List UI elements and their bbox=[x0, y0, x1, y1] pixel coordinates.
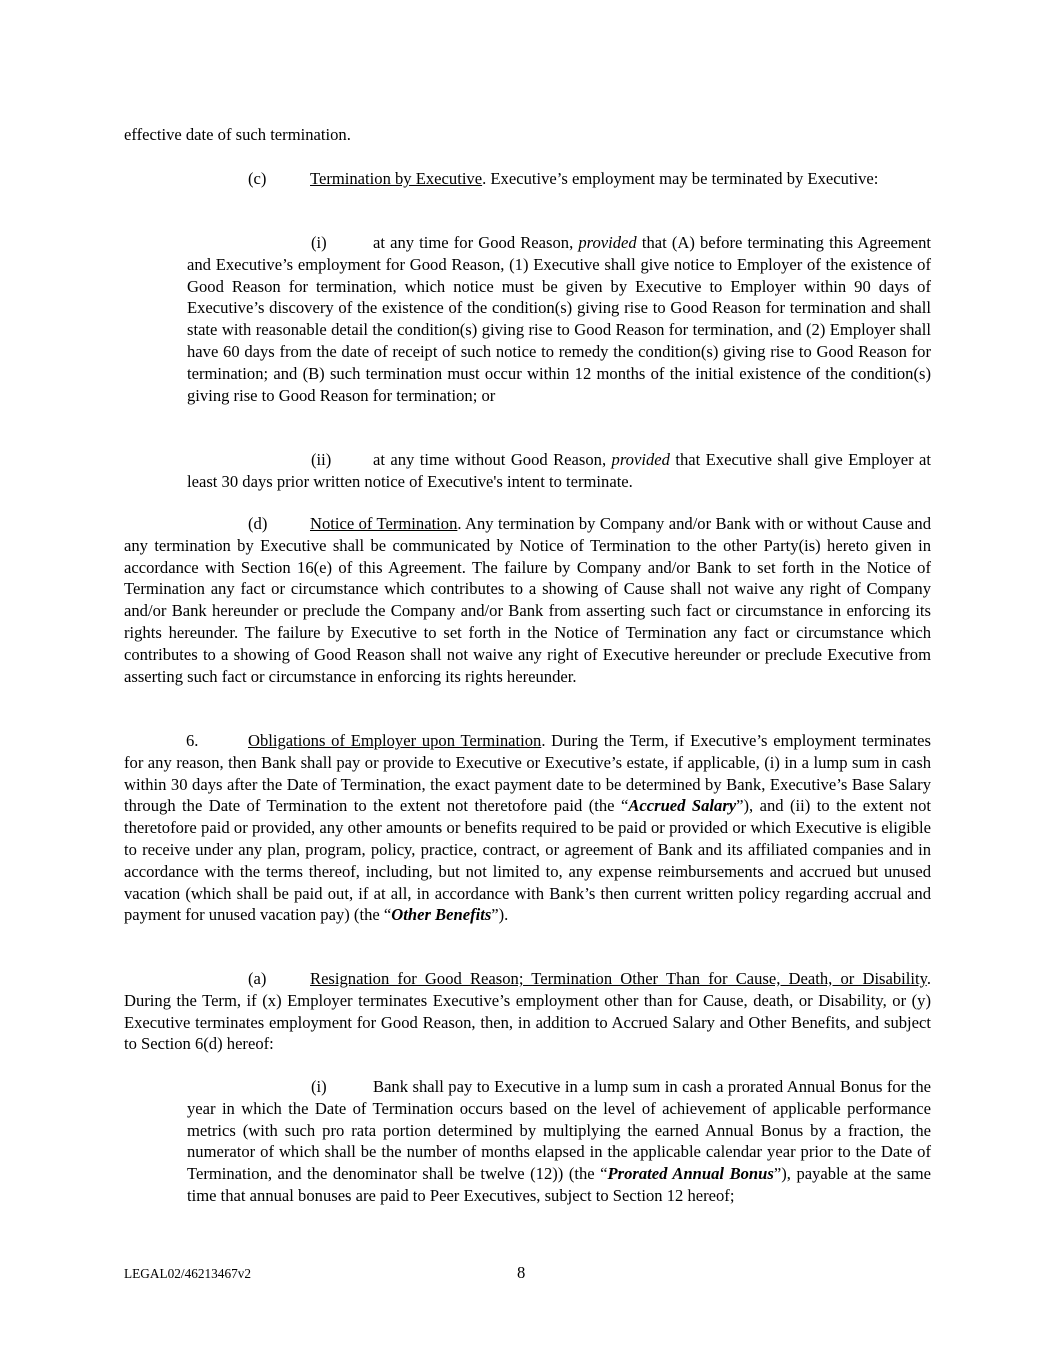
paragraph-c-ii: (ii) at any time without Good Reason, provided that Executive shall give Employer at least 30 days prior written notice of Executive's intent to terminate. bbox=[187, 450, 931, 491]
defined-term-other-benefits: Other Benefits bbox=[391, 905, 492, 925]
footer-page-number: 8 bbox=[517, 1263, 526, 1282]
paragraph-d bbox=[124, 513, 931, 687]
section-label-6: 6. bbox=[186, 731, 199, 750]
defined-term-accrued-salary: Accrued Salary bbox=[628, 796, 737, 816]
paragraph-intro bbox=[124, 124, 931, 146]
clause-label-c-ii: (ii) bbox=[311, 450, 332, 469]
defined-term-prorated-annual-bonus: Prorated Annual Bonus bbox=[607, 1164, 774, 1184]
section-label-c: (c) bbox=[248, 169, 267, 188]
section-text-c: . Executive’s employment may be terminated by Executive: bbox=[482, 169, 879, 188]
section-text-d: . Any termination by Company and/or Bank with or without Cause and any termination by Executive shall be communicated by Notice of Termination to the other Party(is) hereto given in accordance with Section 16(e) of this Agreement. The failure by Company and/or Bank to set forth in the Notice of Termination any fact or circumstance which contributes to a showing of Cause shall not waive any right of Company and/or Bank hereunder or preclude the Company and/or Bank from asserting such fact or circumstance in enforcing its rights hereunder. The failure by Executive to set forth in the Notice of Termination any fact or circumstance which contributes to a showing of Good Reason shall not waive any right of Executive hereunder or preclude Executive from asserting such fact or circumstance in enforcing its rights hereunder. bbox=[124, 514, 931, 686]
footer-document-id: LEGAL02/46213467v2 bbox=[124, 1266, 252, 1281]
clause-label-c-i: (i) bbox=[311, 233, 327, 252]
intro-text: effective date of such termination. bbox=[124, 125, 351, 144]
section-heading-c: Termination by Executive bbox=[310, 169, 483, 188]
section-label-a: (a) bbox=[248, 969, 267, 988]
section-heading-d: Notice of Termination bbox=[310, 514, 458, 533]
paragraph-c bbox=[124, 168, 931, 190]
clause-label-a-i: (i) bbox=[311, 1077, 327, 1096]
section-heading-a: Resignation for Good Reason; Termination Other Than for Cause, Death, or Disability bbox=[310, 969, 927, 988]
section-text-a: . During the Term, if (x) Employer terminates Executive’s employment other than for Cause, death, or Disability, or (y) Executive terminates employment for Good Reason, then, in addition to Accrued Salary and Other Benefits, and subject to Section 6(d) hereof: bbox=[124, 969, 931, 1054]
paragraph-6: 6. Obligations of Employer upon Termination. During the Term, if Executive’s employment terminates for any reason, then Bank shall pay or provide to Executive or Executive’s estate, if applicable, (i) in a lump sum in cash within 30 days after the Date of Termination, the exact payment date to be determined by Bank, Executive’s Base Salary through the Date of Termination to the extent not theretofore paid (the “Accrued Salary”), and (ii) to the extent not theretofore paid or provided, any other amounts or benefits required to be paid or provided or which Executive is eligible to receive under any plan, program, policy, practice, contract, or agreement of Bank and its affiliated companies and in accordance with the terms thereof, including, but not limited to, any expense reimbursements and accrued but unused vacation (which shall be paid out, if at all, in accordance with Bank’s then current written policy regarding accrual and payment for unused vacation pay) (the “Other Benefits”). bbox=[124, 731, 931, 925]
paragraph-a bbox=[124, 968, 931, 1055]
paragraph-c-i: (i) at any time for Good Reason, provided that (A) before terminating this Agreement and Executive’s employment for Good Reason, (1) Executive shall give notice to Employer of the existence of Good Reason for termination, which notice must be given by Executive to Employer within 90 days of Executive’s discovery of the existence of the condition(s) giving rise to Good Reason for termination and shall state with reasonable detail the condition(s) giving rise to Good Reason for termination, and (2) Employer shall have 60 days from the date of receipt of such notice to remedy the condition(s) giving rise to Good Reason for termination; and (B) such termination must occur within 12 months of the initial existence of the condition(s) giving rise to Good Reason for termination; or bbox=[187, 233, 931, 405]
section-label-d: (d) bbox=[248, 514, 268, 533]
paragraph-a-i: (i) Bank shall pay to Executive in a lump sum in cash a prorated Annual Bonus for the year in which the Date of Termination occurs based on the level of achievement of applicable performance metrics (with such pro rata portion determined by multiplying the earned Annual Bonus by a fraction, the numerator of which shall be the number of months elapsed in the applicable calendar year prior to the Date of Termination, and the denominator shall be twelve (12)) (the “Prorated Annual Bonus”), payable at the same time that annual bonuses are paid to Peer Executives, subject to Section 12 hereof; bbox=[187, 1077, 931, 1205]
section-heading-6: Obligations of Employer upon Termination bbox=[248, 731, 542, 750]
